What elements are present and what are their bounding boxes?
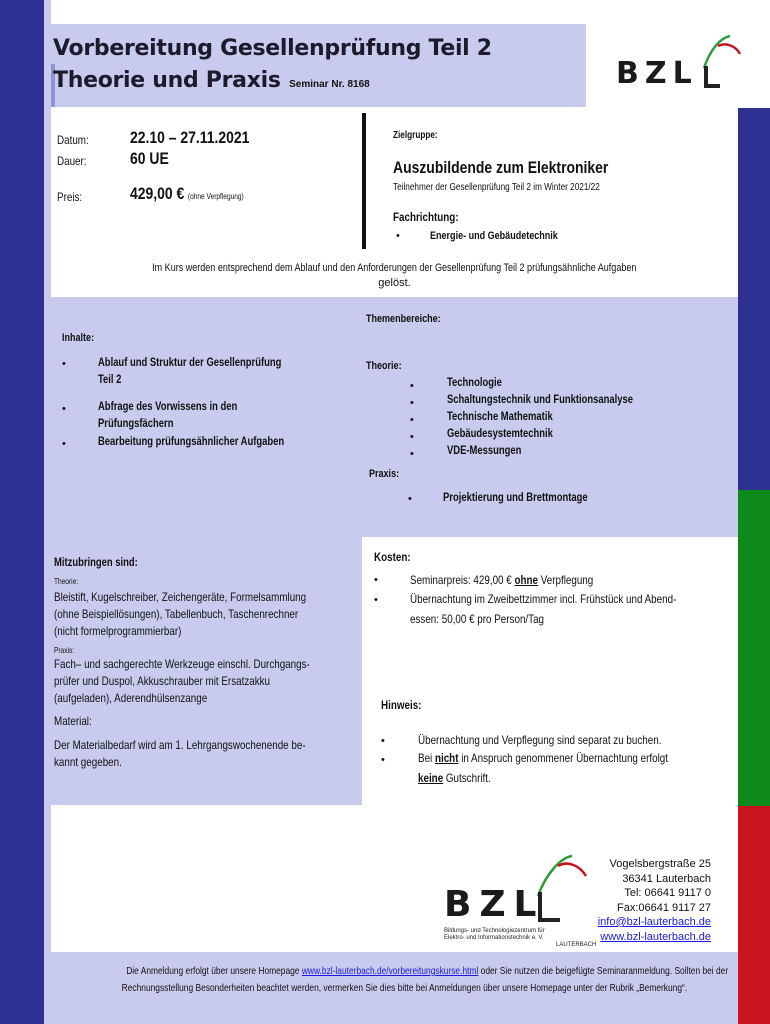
inhalte-item-2b: Prüfungsfächern bbox=[98, 418, 174, 430]
praxis-label: Praxis: bbox=[369, 468, 400, 480]
dauer-value: 60 UE bbox=[130, 149, 169, 168]
praxis-item-1: Projektierung und Brettmontage bbox=[443, 492, 588, 504]
intro-line-2: gelöst. bbox=[378, 277, 411, 289]
inhalte-bullet-3: • bbox=[62, 438, 66, 450]
theorie-item-2: Schaltungstechnik und Funktionsanalyse bbox=[447, 394, 634, 406]
mitbringen-praxis-line-3: (aufgeladen), Aderendhülsenzange bbox=[54, 691, 208, 705]
logo-bottom-sub-1: Bildungs- und Technologiezentrum für bbox=[444, 928, 545, 934]
mitbringen-praxis-label: Praxis: bbox=[54, 646, 75, 655]
hinweis-item-2-post: in Anspruch genommener Übernachtung erfolgt bbox=[458, 751, 668, 765]
mitbringen-theorie-line-1: Bleistift, Kugelschreiber, Zeichengeräte, Formelsammlung bbox=[54, 590, 307, 604]
themen-label: Themenbereiche: bbox=[366, 313, 441, 325]
contact-block bbox=[560, 857, 711, 944]
footer-pre: Die Anmeldung erfolgt über unsere Homepage bbox=[126, 965, 302, 977]
inhalte-item-2: Abfrage des Vorwissens in den bbox=[98, 401, 238, 413]
theorie-label: Theorie: bbox=[366, 360, 402, 372]
mitbringen-theorie-line-2: (ohne Beispiellösungen), Tabellenbuch, Taschenrechner bbox=[54, 607, 299, 621]
material-line-1: Der Materialbedarf wird am 1. Lehrgangswochenende be- bbox=[54, 738, 306, 752]
preis-row bbox=[130, 184, 244, 204]
kosten-item-1-pre: Seminarpreis: 429,00 € bbox=[410, 573, 515, 587]
preis-note: (ohne Verpflegung) bbox=[187, 192, 244, 201]
footer-line-2-wrap bbox=[51, 978, 738, 996]
right-blue-band bbox=[738, 108, 770, 490]
intro-text bbox=[51, 258, 738, 276]
preis-value: 429,00 € bbox=[130, 184, 185, 203]
hinweis-item-2 bbox=[418, 751, 668, 765]
hinweis-item-2-em: nicht bbox=[434, 751, 459, 765]
fachrichtung-item: Energie- und Gebäudetechnik bbox=[430, 230, 558, 242]
mitbringen-theorie-line-3: (nicht formelprogrammierbar) bbox=[54, 624, 182, 638]
logo-bottom-sub-3: LAUTERBACH bbox=[556, 942, 597, 948]
seminar-number: Seminar Nr. 8168 bbox=[289, 79, 370, 90]
praxis-bullet: • bbox=[408, 493, 412, 505]
left-light-band bbox=[44, 0, 51, 1024]
mitbringen-theorie-label: Theorie: bbox=[54, 577, 79, 586]
inhalte-item-3: Bearbeitung prüfungsähnlicher Aufgaben bbox=[98, 436, 285, 448]
theorie-item-4: Gebäudesystemtechnik bbox=[447, 428, 553, 440]
hinweis-item-2-line-2 bbox=[418, 771, 491, 785]
hinweis-item-2-line-2-post: Gutschrift. bbox=[443, 771, 491, 785]
footer-post: oder Sie nutzen die beigefügte Seminaranmeldung. Sollten bei der bbox=[478, 965, 729, 977]
dauer-label: Dauer: bbox=[57, 154, 87, 168]
hinweis-bullet-2: • bbox=[381, 754, 385, 766]
zielgruppe-sub: Teilnehmer der Gesellenprüfung Teil 2 im Winter 2021/22 bbox=[393, 182, 600, 193]
kosten-item-1-post: Verpflegung bbox=[537, 573, 594, 587]
zielgruppe-label: Zielgruppe: bbox=[393, 130, 438, 141]
contact-city: 36341 Lauterbach bbox=[622, 872, 711, 885]
contact-tel: Tel: 06641 9117 0 bbox=[624, 887, 711, 899]
preis-label: Preis: bbox=[57, 190, 83, 204]
kosten-item-2-line-2: essen: 50,00 € pro Person/Tag bbox=[410, 612, 545, 626]
theorie-bullets: • • • • • bbox=[410, 380, 414, 460]
vertical-divider bbox=[362, 113, 366, 249]
contact-fax: Fax:06641 9117 27 bbox=[617, 901, 711, 914]
right-red-band bbox=[738, 806, 770, 1024]
kosten-bullet-1: • bbox=[374, 574, 378, 586]
footer-line-2: Rechnungsstellung Besonderheiten beachtet werden, vermerken Sie dies bitte bei Anmeldungen über unsere Homepage unter der Rubrik „Bemerkung“. bbox=[121, 982, 688, 994]
kosten-item-2-line-1: Übernachtung im Zweibettzimmer incl. Frühstück und Abend- bbox=[410, 592, 677, 606]
kosten-bullet-2: • bbox=[374, 594, 378, 606]
zielgruppe-headline: Auszubildende zum Elektroniker bbox=[393, 158, 609, 177]
logo-text: BZL bbox=[616, 56, 698, 91]
hinweis-item-2-pre: Bei bbox=[418, 751, 435, 765]
theorie-item-1: Technologie bbox=[447, 377, 502, 389]
kosten-item-1-em: ohne bbox=[514, 573, 538, 587]
material-line-2: kannt gegeben. bbox=[54, 755, 122, 769]
theorie-item-5: VDE-Messungen bbox=[447, 445, 522, 457]
intro-line-1: Im Kurs werden entsprechend dem Ablauf und den Anforderungen der Gesellenprüfung Teil 2 prüfungsähnliche Aufgaben bbox=[152, 262, 637, 274]
contact-web-link[interactable]: www.bzl-lauterbach.de bbox=[600, 930, 711, 943]
left-color-band bbox=[0, 0, 44, 1024]
footer-line-1 bbox=[126, 965, 728, 977]
fachrichtung-bullet: • bbox=[396, 230, 400, 242]
fachrichtung-label: Fachrichtung: bbox=[393, 210, 459, 224]
theorie-item-3: Technische Mathematik bbox=[447, 411, 553, 423]
hinweis-item-1: Übernachtung und Verpflegung sind separat zu buchen. bbox=[418, 733, 662, 747]
inhalte-bullet-1: • bbox=[62, 358, 66, 370]
page-subtitle: Theorie und Praxis bbox=[53, 68, 281, 93]
contact-email-link[interactable]: info@bzl-lauterbach.de bbox=[597, 916, 711, 928]
logo-bottom-text: BZL bbox=[444, 884, 545, 925]
kosten-label: Kosten: bbox=[374, 550, 411, 564]
logo-bottom-sub-2: Elektro- und Informationstechnik e. V. bbox=[444, 935, 544, 941]
datum-value: 22.10 – 27.11.2021 bbox=[130, 128, 250, 147]
page-title: Vorbereitung Gesellenprüfung Teil 2 bbox=[53, 36, 492, 61]
page-subtitle-row bbox=[53, 68, 370, 93]
mitbringen-praxis-line-2: prüfer und Duspol, Akkuschrauber mit Ersatzakku bbox=[54, 674, 271, 688]
mitbringen-label: Mitzubringen sind: bbox=[54, 557, 138, 569]
footer-link[interactable]: www.bzl-lauterbach.de/vorbereitungskurse.html bbox=[301, 965, 479, 977]
mitbringen-praxis-line-1: Fach– und sachgerechte Werkzeuge einschl. Durchgangs- bbox=[54, 657, 310, 671]
hinweis-item-2-line-2-em: keine bbox=[418, 771, 444, 785]
datum-label: Datum: bbox=[57, 133, 89, 147]
contact-street: Vogelsbergstraße 25 bbox=[609, 858, 711, 870]
kosten-item-1 bbox=[410, 573, 593, 587]
inhalte-bullet-2: • bbox=[62, 403, 66, 415]
hinweis-bullet-1: • bbox=[381, 735, 385, 747]
content-panel bbox=[51, 297, 738, 537]
footer-line-1-wrap bbox=[51, 961, 738, 979]
inhalte-item-1: Ablauf und Struktur der Gesellenprüfung bbox=[98, 357, 282, 369]
material-label: Material: bbox=[54, 714, 92, 728]
inhalte-item-1b: Teil 2 bbox=[98, 374, 122, 386]
hinweis-label: Hinweis: bbox=[381, 698, 422, 712]
inhalte-label: Inhalte: bbox=[62, 332, 95, 344]
right-green-band bbox=[738, 490, 770, 806]
